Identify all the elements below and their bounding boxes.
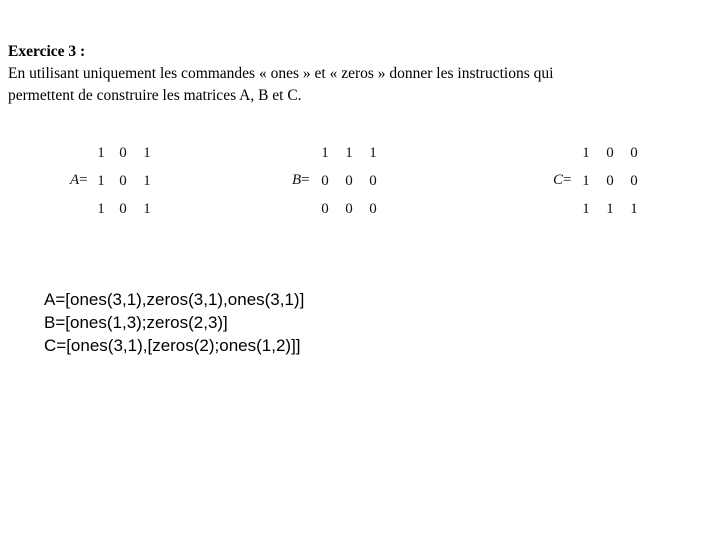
matrix-c-cell: 0 [630,145,638,161]
matrix-a-cell: 1 [97,173,105,189]
matrix-a [70,143,160,223]
matrix-c-cell: 0 [606,145,614,161]
matrix-c-cell: 0 [606,173,614,189]
matrix-b-cell: 0 [345,201,353,217]
matrix-c-cell: 1 [630,201,638,217]
matrix-a-cell: 0 [119,145,127,161]
matrix-c-label: C= [553,172,572,188]
matrix-b-cell: 0 [345,173,353,189]
matrix-a-cell: 1 [143,173,151,189]
matrix-c [553,143,648,223]
matrix-b-cell: 0 [369,173,377,189]
answer-line-c: C=[ones(3,1),[zeros(2);ones(1,2)]] [44,336,301,355]
exercise-instruction-line-2: permettent de construire les matrices A, B et C. [8,87,302,104]
matrix-b-cell: 0 [321,173,329,189]
matrix-b [292,143,387,223]
matrix-b-label: B= [292,172,310,188]
matrix-c-cell: 1 [606,201,614,217]
matrix-c-cell: 1 [582,145,590,161]
matrix-b-cell: 1 [369,145,377,161]
matrix-b-cell: 0 [369,201,377,217]
matrix-a-label: A= [70,172,88,188]
exercise-title: Exercice 3 : [8,43,86,60]
matrix-b-cell: 1 [321,145,329,161]
matrix-a-cell: 1 [143,145,151,161]
exercise-instruction-line-1: En utilisant uniquement les commandes « ones » et « zeros » donner les instructions qui [8,65,554,82]
matrix-a-cell: 1 [97,145,105,161]
matrix-a-cell: 1 [97,201,105,217]
matrix-c-cell: 1 [582,201,590,217]
matrix-a-cell: 1 [143,201,151,217]
answer-line-a: A=[ones(3,1),zeros(3,1),ones(3,1)] [44,290,305,309]
matrix-a-cell: 0 [119,201,127,217]
answer-block [44,288,304,357]
matrix-c-cell: 0 [630,173,638,189]
matrix-c-cell: 1 [582,173,590,189]
matrix-b-cell: 1 [345,145,353,161]
matrix-b-cell: 0 [321,201,329,217]
matrix-a-cell: 0 [119,173,127,189]
exercise-statement [8,41,708,107]
answer-line-b: B=[ones(1,3);zeros(2,3)] [44,313,228,332]
